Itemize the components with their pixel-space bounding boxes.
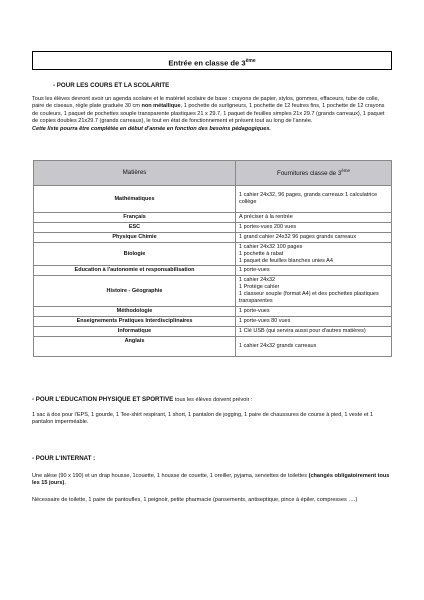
- internat-text-2: .: [64, 480, 66, 487]
- supplies-cell: [236, 306, 392, 316]
- subject-cell: Anglais: [34, 336, 236, 356]
- subject-cell: Méthodologie: [34, 306, 236, 316]
- table-row: [34, 266, 392, 276]
- page-title: Entrée en classe de 3: [168, 58, 246, 68]
- supply-line: 1 cahier 24x32 grands carreaux: [239, 342, 317, 349]
- supplies-cell: [236, 266, 392, 276]
- courses-text-2: , 1 pochette de surligneurs, 1 pochette de 12 feutres fins, 1 pochette de 12 crayons de couleurs, 1 paquet de pochettes souple transparente plastiques 21 x 29.7, 1 paquet de feuilles simples 21x 29.7 (grands carreaux), 1 paquet de copies doubles 21x29.7 (grands carreaux), le tout en état de fonctionnement et présent tout au long de l'année.: [32, 103, 385, 125]
- courses-paragraph: [32, 96, 392, 133]
- subject-cell: ESC: [34, 222, 236, 232]
- internat-paragraph-2: Nécessaire de toilette, 1 paire de pantoufles, 1 peignoir, petite pharmacie (pansements, antiseptique, pince à épiler, compresses ….): [32, 497, 358, 503]
- subject-cell: Enseignements Pratiques Interdisciplinaires: [34, 316, 236, 326]
- supply-line: A préciser à la rentrée: [239, 214, 293, 220]
- table-row: [34, 306, 392, 316]
- subject-cell: Histoire - Géographie: [34, 276, 236, 307]
- supply-line: 1 Protège cahier: [239, 284, 280, 291]
- supplies-cell: [236, 276, 392, 307]
- supplies-cell: [236, 326, 392, 336]
- subject-cell: Education à l'autonomie et responsabilisation: [34, 266, 236, 276]
- table-row: [34, 326, 392, 336]
- supplies-cell: [236, 213, 392, 223]
- supplies-cell: [236, 316, 392, 326]
- sport-heading-line: [32, 396, 392, 404]
- supply-line: 1 classeur souple (format A4) et des pochettes plastiques transparentes: [239, 291, 379, 305]
- table-row: [34, 242, 392, 266]
- sport-paragraph: 1 sac à dos pour l'EPS, 1 gourde, 1 Tee-shirt respirant, 1 short, 1 pantalon de jogging, 1 paire de chaussures de course à pied, 1 veste et 1 pantalon imperméable.: [32, 412, 374, 426]
- supply-line: 1 porte-vues: [239, 307, 270, 314]
- subject-cell: Biologie: [34, 242, 236, 266]
- header-supplies: [236, 161, 392, 186]
- supply-line: 1 paquet de feuilles blanches unies A4: [239, 257, 333, 264]
- supply-line: 1 portes-vues 200 vues: [239, 223, 297, 230]
- supplies-cell: [236, 336, 392, 356]
- section-heading-internat: - POUR L'INTERNAT :: [32, 455, 96, 462]
- supplies-table: [33, 160, 392, 357]
- supplies-cell: [236, 242, 392, 266]
- internat-paragraph: [32, 473, 392, 488]
- supplies-cell: [236, 222, 392, 232]
- supplies-cell: [236, 232, 392, 242]
- section-heading-sport: - POUR L'EDUCATION PHYSIQUE ET SPORTIVE: [32, 396, 174, 403]
- supplies-cell: [236, 186, 392, 213]
- supply-line: 1 pochette à rabat: [239, 250, 284, 257]
- table-row: [34, 316, 392, 326]
- header-supplies-sup: ème: [341, 168, 351, 174]
- supply-line: 1 grand cahier 24x32 96 pages grands carreaux: [239, 233, 357, 240]
- table-row: [34, 186, 392, 213]
- table-row: [34, 276, 392, 307]
- page-title-box: [32, 51, 392, 70]
- table-header-row: [34, 161, 392, 186]
- courses-text-1: Tous les élèves devront avoir un agenda scolaire et le matériel scolaire de base : crayons de papier, stylos, gommes, effaceurs, tube de colle, paire de ciseaux, règle plate graduée 30 cm: [32, 96, 380, 110]
- header-subject: Matières: [34, 161, 236, 186]
- supply-line: 1 Clé USB (qui servira aussi pour d'autres matières): [239, 327, 366, 334]
- supply-line: 1 cahier 24x32, 96 pages, grands carreaux 1 calculatrice collège: [239, 192, 378, 205]
- courses-note: Cette liste pourra être complétée en début d'année en fonction des besoins pédagogiques.: [32, 125, 271, 132]
- subject-cell: Informatique: [34, 326, 236, 336]
- table-row: [34, 222, 392, 232]
- supply-line: 1 porte-vues 80 vues: [239, 317, 291, 324]
- subject-cell: Mathématiques: [34, 186, 236, 213]
- section-heading-courses: - POUR LES COURS ET LA SCOLARITE: [53, 82, 170, 89]
- internat-text-bold: (changés obligatoirement tous les 15 jours): [32, 473, 390, 487]
- courses-text-bold: non métallique: [141, 103, 181, 110]
- subject-cell: Physique Chimie: [34, 232, 236, 242]
- sport-heading-tail: tous les élèves doivent prévoir :: [173, 397, 253, 403]
- supply-line: 1 cahier 24x32 100 pages: [239, 243, 303, 250]
- table-row: [34, 213, 392, 223]
- header-supplies-label: Fournitures classe de 3: [276, 170, 342, 178]
- internat-text-1: Une alèse (90 x 190) et un drap housse, 1couette, 1 housse de couette, 1 oreiller, pyjama, serviettes de toilettes: [32, 473, 309, 479]
- supply-line: 1 cahier 24x32: [239, 277, 276, 284]
- page-title-superscript: ème: [245, 58, 256, 64]
- table-row: [34, 336, 392, 356]
- subject-cell: Français: [34, 213, 236, 223]
- table-row: [34, 232, 392, 242]
- supply-line: 1 porte-vues: [239, 267, 270, 274]
